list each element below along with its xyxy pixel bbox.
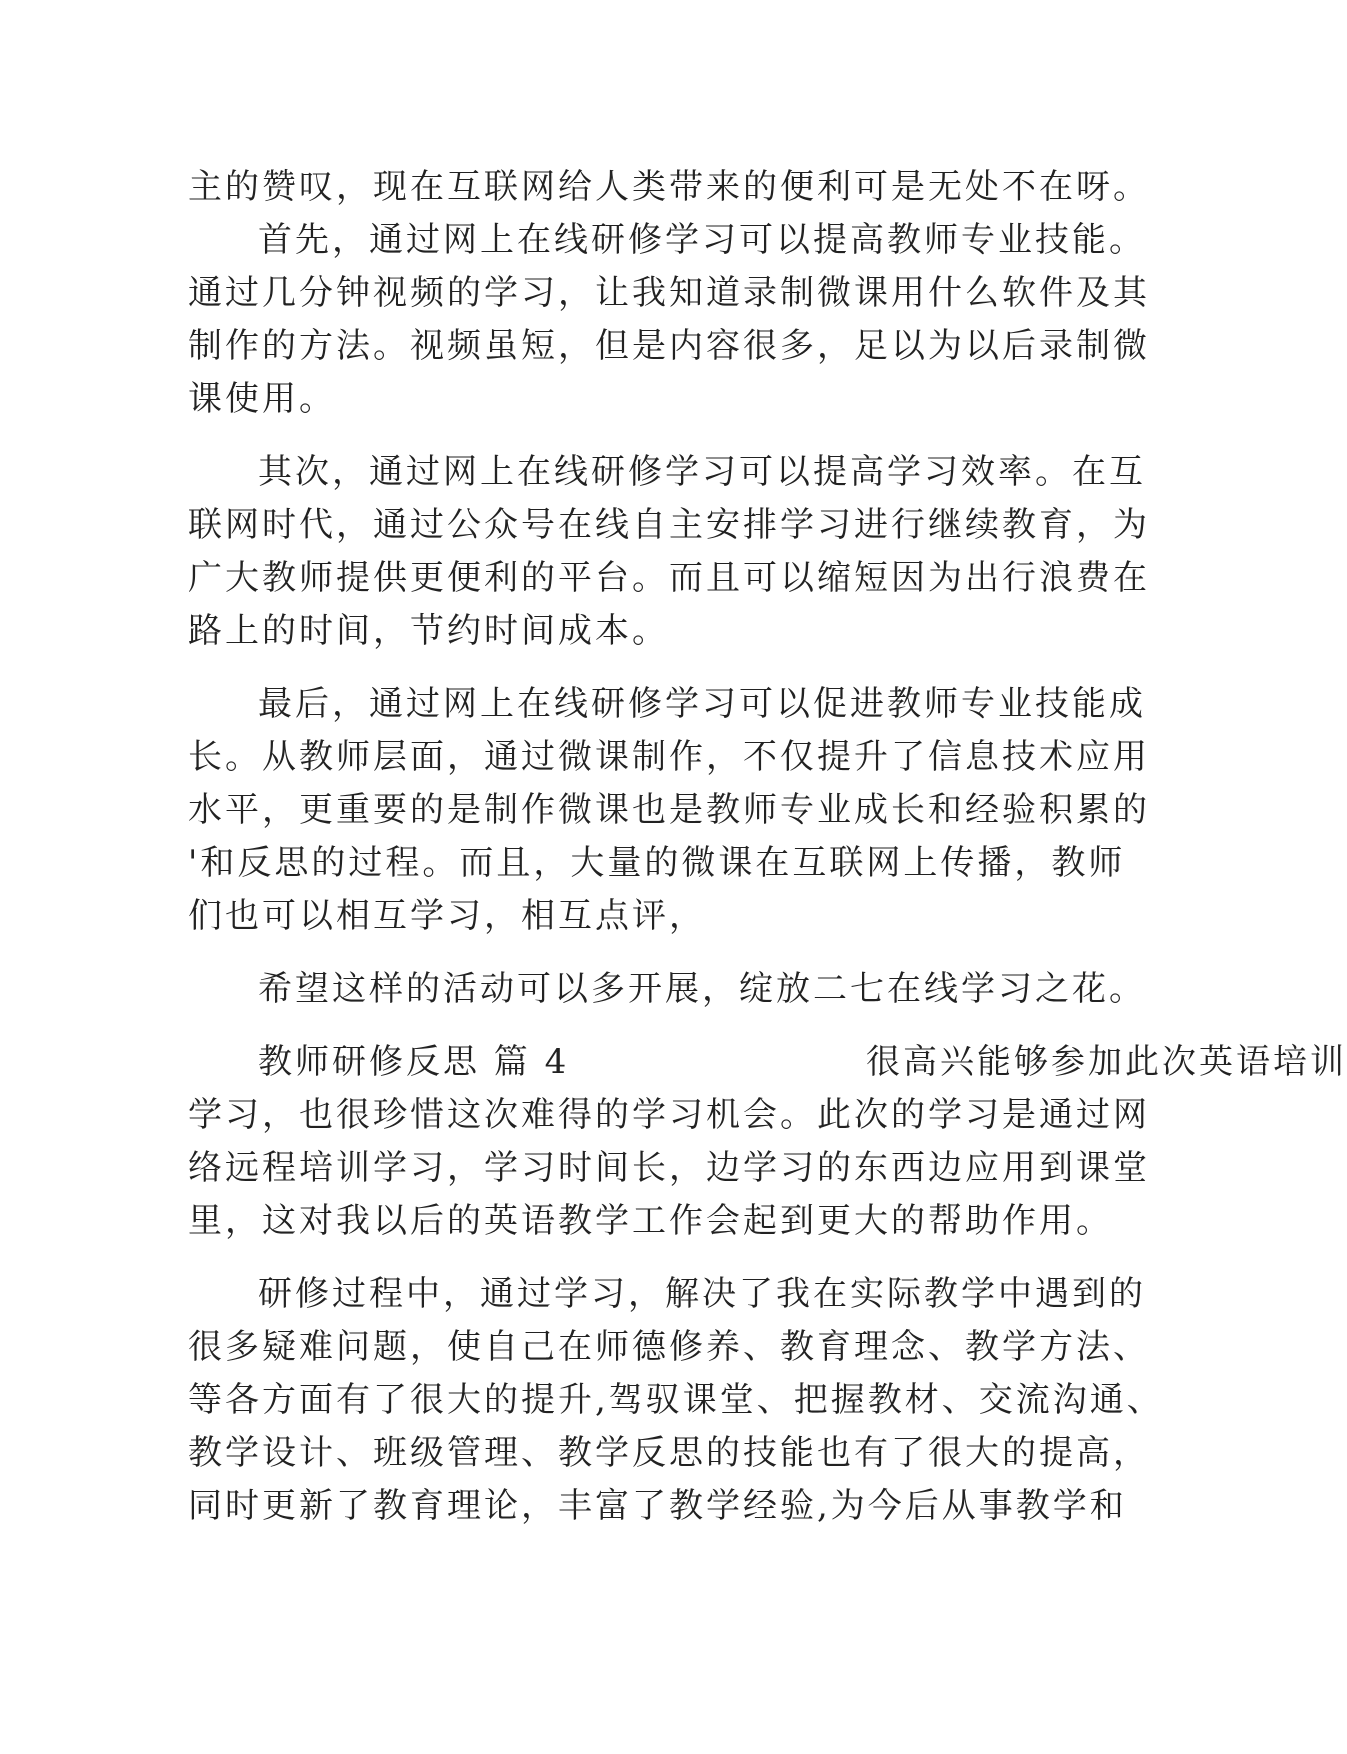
text-line: 很多疑难问题，使自己在师德修养、教育理念、教学方法、 bbox=[188, 1327, 1150, 1367]
text-line: 路上的时间，节约时间成本。 bbox=[188, 611, 669, 651]
heading-following-text: 很高兴能够参加此次英语培训 bbox=[866, 1042, 1347, 1082]
text-line: 学习，也很珍惜这次难得的学习机会。此次的学习是通过网 bbox=[188, 1095, 1150, 1135]
text-line: 制作的方法。视频虽短，但是内容很多，足以为以后录制微 bbox=[188, 326, 1150, 366]
section-heading-line bbox=[258, 1041, 1347, 1083]
text-line: 络远程培训学习，学习时间长，边学习的东西边应用到课堂 bbox=[188, 1148, 1150, 1188]
text-line: 水平，更重要的是制作微课也是教师专业成长和经验积累的 bbox=[188, 790, 1150, 830]
text-line: 广大教师提供更便利的平台。而且可以缩短因为出行浪费在 bbox=[188, 558, 1150, 598]
text-line: '和反思的过程。而且，大量的微课在互联网上传播，教师 bbox=[188, 843, 1126, 883]
paragraph-first-line: 最后，通过网上在线研修学习可以促进教师专业技能成 bbox=[258, 684, 1146, 724]
paragraph-first-line: 研修过程中，通过学习，解决了我在实际教学中遇到的 bbox=[258, 1274, 1146, 1314]
text-line: 主的赞叹，现在互联网给人类带来的便利可是无处不在呀。 bbox=[188, 167, 1150, 207]
text-line: 等各方面有了很大的提升,驾驭课堂、把握教材、交流沟通、 bbox=[188, 1380, 1164, 1420]
text-line: 里，这对我以后的英语教学工作会起到更大的帮助作用。 bbox=[188, 1201, 1113, 1241]
paragraph-first-line: 首先，通过网上在线研修学习可以提高教师专业技能。 bbox=[258, 220, 1146, 260]
text-line: 联网时代，通过公众号在线自主安排学习进行继续教育，为 bbox=[188, 505, 1150, 545]
text-line: 课使用。 bbox=[188, 379, 336, 419]
text-line: 们也可以相互学习，相互点评， bbox=[188, 896, 706, 936]
paragraph-first-line: 希望这样的活动可以多开展，绽放二七在线学习之花。 bbox=[258, 969, 1146, 1009]
text-line: 教学设计、班级管理、教学反思的技能也有了很大的提高， bbox=[188, 1433, 1150, 1473]
section-heading: 教师研修反思 篇 4 bbox=[258, 1042, 570, 1082]
paragraph-first-line: 其次，通过网上在线研修学习可以提高学习效率。在互 bbox=[258, 452, 1146, 492]
text-line: 通过几分钟视频的学习，让我知道录制微课用什么软件及其 bbox=[188, 273, 1150, 313]
text-line: 长。从教师层面，通过微课制作，不仅提升了信息技术应用 bbox=[188, 737, 1150, 777]
text-line: 同时更新了教育理论，丰富了教学经验,为今后从事教学和 bbox=[188, 1486, 1127, 1526]
